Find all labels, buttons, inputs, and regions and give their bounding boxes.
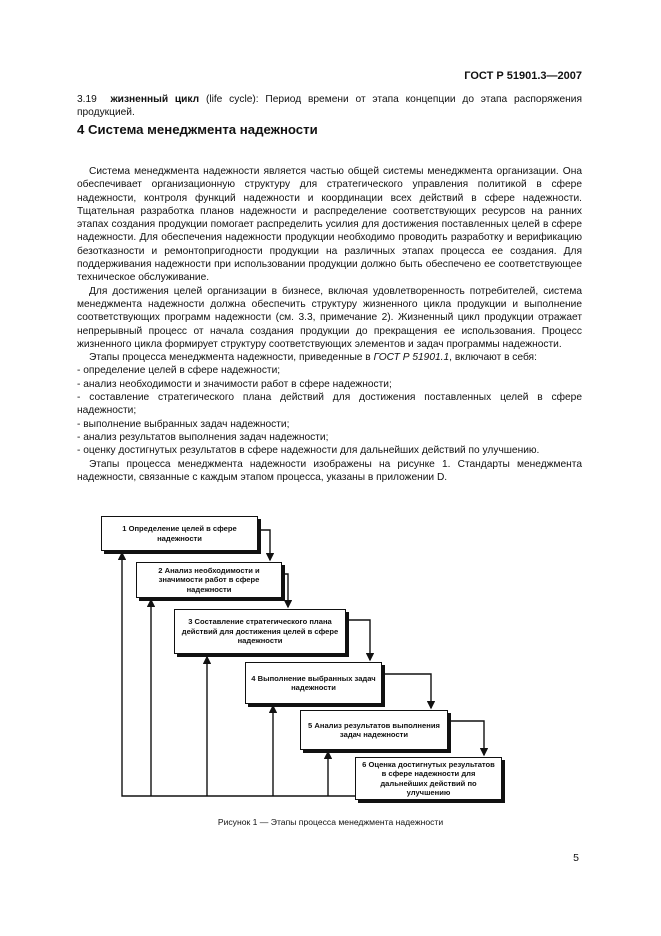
connector-1-2 xyxy=(258,530,270,560)
definition-term: жизненный цикл xyxy=(110,94,200,105)
stage-box-5: 5 Анализ результатов выполнения задач надежности xyxy=(300,710,448,750)
connector-5-6 xyxy=(448,721,484,755)
stages-list xyxy=(77,364,582,457)
stage-box-6: 6 Оценка достигнутых результатов в сфере надежности для дальнейших действий по улучшению xyxy=(355,757,502,800)
list-item: - анализ результатов выполнения задач надежности; xyxy=(77,431,582,444)
list-item: - выполнение выбранных задач надежности; xyxy=(77,418,582,431)
stage-box-4: 4 Выполнение выбранных задач надежности xyxy=(245,662,382,704)
stage-box-2: 2 Анализ необходимости и значимости работ в сфере надежности xyxy=(136,562,282,598)
standard-reference: ГОСТ Р 51901.1 xyxy=(373,352,450,364)
standard-header: ГОСТ Р 51901.3—2007 xyxy=(464,70,582,82)
list-item: - составление стратегического плана действий для достижения поставленных целей в сфере надежности; xyxy=(77,391,582,418)
section-body xyxy=(77,165,582,484)
definition-number: 3.19 xyxy=(77,94,97,105)
connector-3-4 xyxy=(346,620,370,660)
definition-english: (life cycle): xyxy=(205,94,259,105)
figure-caption: Рисунок 1 — Этапы процесса менеджмента надежности xyxy=(217,817,444,827)
paragraph: Система менеджмента надежности является частью общей системы менеджмента организации. Она обеспечивает организационную структуру для стратегического управления политикой в сфере надежности, контроля функций надежности и координации всех действий в сфере надежности. Тщательная разработка планов надежности и распределение соответствующих ресурсов на ранних этапах создания продукции помогает распределить усилия для достижения поставленных целей в сфере надежности. Для обеспечения надежности продукции необходимо проводить разработку и верификацию безотказности и ремонтопригодности продукции на различных этапах процесса ее создания. Для поддерживания надежности при использовании продукции должно быть обеспечено ее соответствующее техническое обслуживание. xyxy=(77,166,582,284)
list-item: - анализ необходимости и значимости работ в сфере надежности; xyxy=(77,378,582,391)
stage-box-3: 3 Составление стратегического плана действий для достижения целей в сфере надежности xyxy=(174,609,346,654)
definition-text: Период времени от этапа концепции до этапа распоряжения продукцией. xyxy=(77,94,582,119)
list-item: - определение целей в сфере надежности; xyxy=(77,364,582,377)
page-number: 5 xyxy=(573,852,579,864)
connector-2-3 xyxy=(282,574,288,607)
section-title: 4 Система менеджмента надежности xyxy=(77,122,318,137)
stages-intro: Этапы процесса менеджмента надежности, приведенные в ГОСТ Р 51901.1, включают в себя: xyxy=(89,352,537,364)
stage-box-1: 1 Определение целей в сфере надежности xyxy=(101,516,258,551)
definition-3-19 xyxy=(77,93,582,120)
connector-4-5 xyxy=(382,674,431,708)
closing-paragraph: Этапы процесса менеджмента надежности изображены на рисунке 1. Стандарты менеджмента надежности, связанные с каждым этапом процесса, указаны в приложении D. xyxy=(77,458,582,483)
paragraph: Для достижения целей организации в бизнесе, включая удовлетворенность потребителей, система менеджмента надежности должна обеспечить структуру жизненного цикла продукции и выполнение соответствующих программ надежности (см. 3.3, примечание 2). Жизненный цикл продукции отражает непрерывный процесс от начала создания продукции до прекращения ее использования. Процесс жизненного цикла формирует структуру соответствующих элементов и задач программы надежности. xyxy=(77,285,582,350)
list-item: - оценку достигнутых результатов в сфере надежности для дальнейших действий по улучшению. xyxy=(77,444,582,457)
